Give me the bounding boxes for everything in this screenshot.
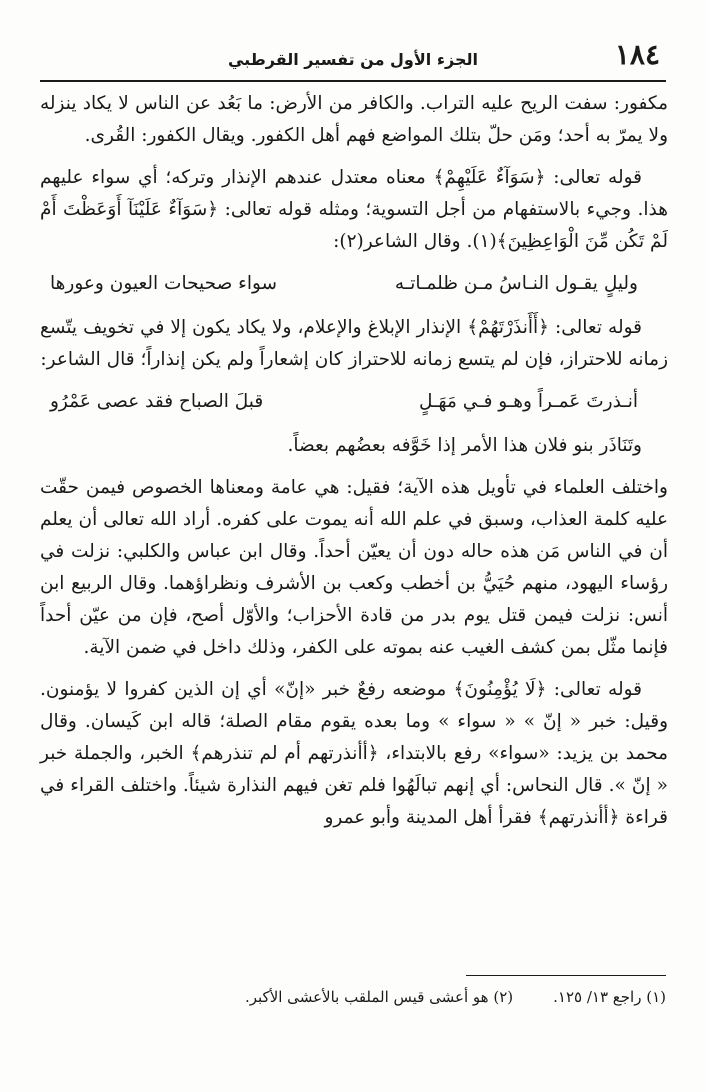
- footnote-divider: [466, 975, 666, 976]
- paragraph: مكفور: سفت الريح عليه التراب. والكافر من الأرض: ما بَعُد عن الناس لا يكاد ينزله ولا يمرّ به أحد؛ ومَن حلّ بتلك المواضع فهم أهل الكفور. ويقال الكفور: القُرى.: [40, 93, 668, 146]
- poetry-verse: [50, 386, 638, 418]
- paragraph: قوله تعالى: ﴿أَأَنذَرْتَهُمْ﴾ الإنذار الإبلاغ والإعلام، ولا يكاد يكون إلا في تخويف يتّسع زمانه للاحتراز، فإن لم يتسع زمانه للاحتراز كان إشعاراً ولم يكن إنذاراً؛ قال الشاعر:: [40, 317, 668, 370]
- paragraph: وتَنَاذَر بنو فلان هذا الأمر إذا خَوَّفه بعضُهم بعضاً.: [287, 435, 642, 456]
- page-number: ١٨٤: [614, 38, 660, 71]
- footnote-1: (١) راجع ١٣/ ١٢٥.: [553, 988, 666, 1006]
- paragraph: قوله تعالى: ﴿سَوَآءٌ عَلَيْهِمْ﴾ معناه معتدل عندهم الإنذار وتركه؛ أي سواء عليهم هذا. وجيء بالاستفهام من أجل التسوية؛ ومثله قوله تعالى: ﴿سَوَآءٌ عَلَيْنَآ أَوَعَظْتَ أَمْ لَمْ تَكُن مِّنَ الْوَاعِظِينَ﴾(١). وقال الشاعر(٢):: [40, 167, 668, 252]
- paragraph: قوله تعالى: ﴿لَا يُؤْمِنُونَ﴾ موضعه رفعٌ خبر «إنّ» أي إن الذين كفروا لا يؤمنون. وقيل: خبر « إنّ » « سواء » وما بعده يقوم مقام الصلة؛ قاله ابن كَيسان. وقال محمد بن يزيد: «سواء» رفع بالابتداء، ﴿أأنذرتهم أم لم تنذرهم﴾ الخبر، والجملة خبر « إنّ ». قال النحاس: أي إنهم تبالَهُوا فلم تغن فيهم النذارة شيئاً. واختلف القراء في قراءة ﴿أأنذرتهم﴾ فقرأ أهل المدينة وأبو عمرو: [40, 679, 668, 828]
- poetry-verse: [50, 268, 638, 300]
- page-body: [40, 88, 668, 844]
- footnotes: [40, 988, 666, 1006]
- verse-second-hemistich: قبلَ الصباح فقد عصى عَمْرُو: [50, 391, 264, 412]
- paragraph: واختلف العلماء في تأويل هذه الآية؛ فقيل: هي عامة ومعناها الخصوص فيمن حقّت عليه كلمة العذاب، وسبق في علم الله أنه يموت على كفره. أراد الله تعالى أن يعلم أن في الناس مَن هذه حاله دون أن يعيّن أحداً. وقال ابن عباس والكلبي: نزلت في رؤساء اليهود، منهم حُيَيُّ بن أخطب وكعب بن الأشرف ونظراؤهما. وقال الربيع ابن أنس: نزلت فيمن قتل يوم بدر من قادة الأحزاب؛ والأوّل أصح، فإن من عيّن أحداً فإنما مثّل بمن كشف الغيب عنه بموته على الكفر، وذلك داخل في ضمن الآية.: [40, 477, 668, 658]
- verse-first-hemistich: أنـذرتَ عَمـراً وهـو فـي مَهَـلٍ: [418, 391, 638, 412]
- page-header: [40, 38, 666, 82]
- running-title: الجزء الأول من تفسير القرطبي: [227, 50, 478, 69]
- verse-first-hemistich: وليلٍ يقـول النـاسُ مـن ظلمـاتـه: [394, 273, 638, 294]
- footnote-2: (٢) هو أعشى قيس الملقب بالأعشى الأكبر.: [244, 988, 514, 1006]
- verse-second-hemistich: سواء صحيحات العيون وعورها: [50, 273, 278, 294]
